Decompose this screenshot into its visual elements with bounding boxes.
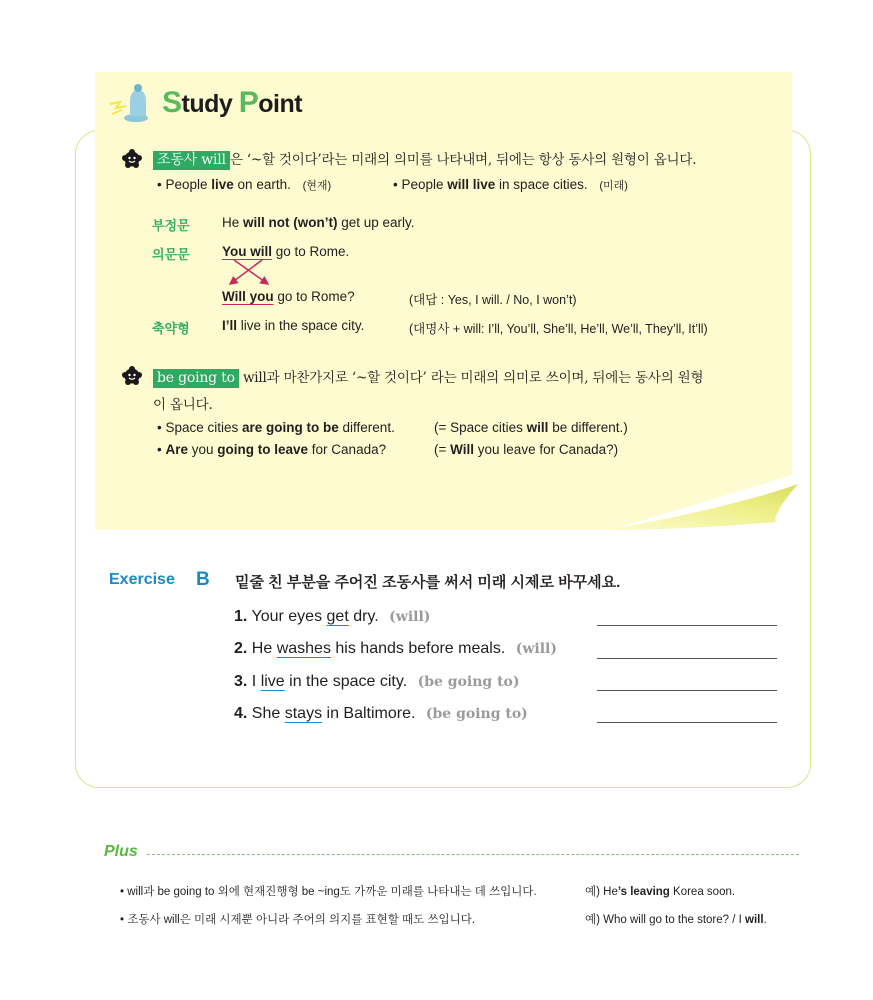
plus-divider bbox=[147, 854, 799, 855]
plus-note-2: • 조동사 will은 미래 시제뿐 아니라 주어의 의지를 표현할 때도 쓰입니다. bbox=[120, 914, 476, 926]
question-answer: (대답 : Yes, I will. / No, I won’t) bbox=[409, 293, 577, 307]
plus-note-1: • will과 be going to 외에 현재진행형 be ~ing도 가까운 미래를 나타내는 데 쓰입니다. bbox=[120, 886, 537, 898]
question-statement: You will go to Rome. bbox=[222, 244, 350, 259]
exercise-item: 2. He washes his hands before meals. (will) bbox=[234, 640, 557, 657]
contraction-example: I’ll live in the space city. bbox=[222, 318, 365, 333]
contraction-label: 축약형 bbox=[152, 321, 190, 336]
plus-example-1: 예) He’s leaving Korea soon. bbox=[585, 886, 736, 898]
going-to-equivalent-2: (= Will you leave for Canada?) bbox=[434, 442, 619, 457]
going-to-equivalent-1: (= Space cities will be different.) bbox=[434, 420, 628, 435]
answer-blank[interactable] bbox=[597, 690, 777, 691]
bell-icon bbox=[106, 80, 162, 126]
negative-example: He will not (won’t) get up early. bbox=[222, 215, 415, 230]
answer-blank[interactable] bbox=[597, 722, 777, 723]
going-to-description-cont: 이 옵니다. bbox=[153, 397, 213, 413]
title-part-oint: oint bbox=[258, 90, 303, 118]
going-to-tag: be going to bbox=[153, 369, 239, 388]
will-example-future: • People will live in space cities. (미래) bbox=[393, 177, 628, 192]
negative-label: 부정문 bbox=[152, 218, 190, 233]
title-cap-p: P bbox=[238, 86, 259, 119]
will-tag: 조동사 will bbox=[153, 151, 230, 170]
contraction-note: (대명사 + will: I’ll, You’ll, She’ll, He’ll, We’ll, They’ll, It’ll) bbox=[409, 322, 708, 336]
page-curl bbox=[608, 462, 798, 534]
going-to-example-1: • Space cities are going to be different. bbox=[157, 420, 395, 435]
exercise-item: 1. Your eyes get dry. (will) bbox=[234, 608, 431, 625]
exercise-instruction: 밑줄 친 부분을 주어진 조동사를 써서 미래 시제로 바꾸세요. bbox=[235, 574, 621, 591]
going-to-example-2: • Are you going to leave for Canada? bbox=[157, 442, 387, 457]
swap-arrows-icon bbox=[222, 258, 282, 288]
answer-blank[interactable] bbox=[597, 658, 777, 659]
answer-blank[interactable] bbox=[597, 625, 777, 626]
exercise-letter: B bbox=[196, 569, 210, 590]
title-cap-s: S bbox=[162, 86, 182, 119]
question-label: 의문문 bbox=[152, 247, 190, 262]
exercise-label: Exercise bbox=[109, 571, 175, 588]
plus-example-2: 예) Who will go to the store? / I will. bbox=[585, 914, 767, 926]
title-part-tudy: tudy bbox=[181, 90, 239, 118]
flower-bullet-icon bbox=[122, 149, 142, 169]
plus-label: Plus bbox=[104, 843, 138, 860]
exercise-item: 3. I live in the space city. (be going to) bbox=[234, 673, 520, 690]
study-point-title bbox=[106, 78, 302, 128]
will-example-present: • People live on earth. (현재) bbox=[157, 177, 332, 192]
flower-bullet-icon bbox=[122, 366, 142, 386]
will-description: 조동사 will 은 ‘~할 것이다’라는 미래의 의미를 나타내며, 뒤에는 항상 동사의 원형이 옵니다. bbox=[153, 148, 696, 170]
question-example: Will you go to Rome? bbox=[222, 289, 355, 304]
exercise-item: 4. She stays in Baltimore. (be going to) bbox=[234, 705, 528, 722]
going-to-description: be going to will과 마찬가지로 ‘~할 것이다’ 라는 미래의 의미로 쓰이며, 뒤에는 동사의 원형 bbox=[153, 366, 703, 388]
